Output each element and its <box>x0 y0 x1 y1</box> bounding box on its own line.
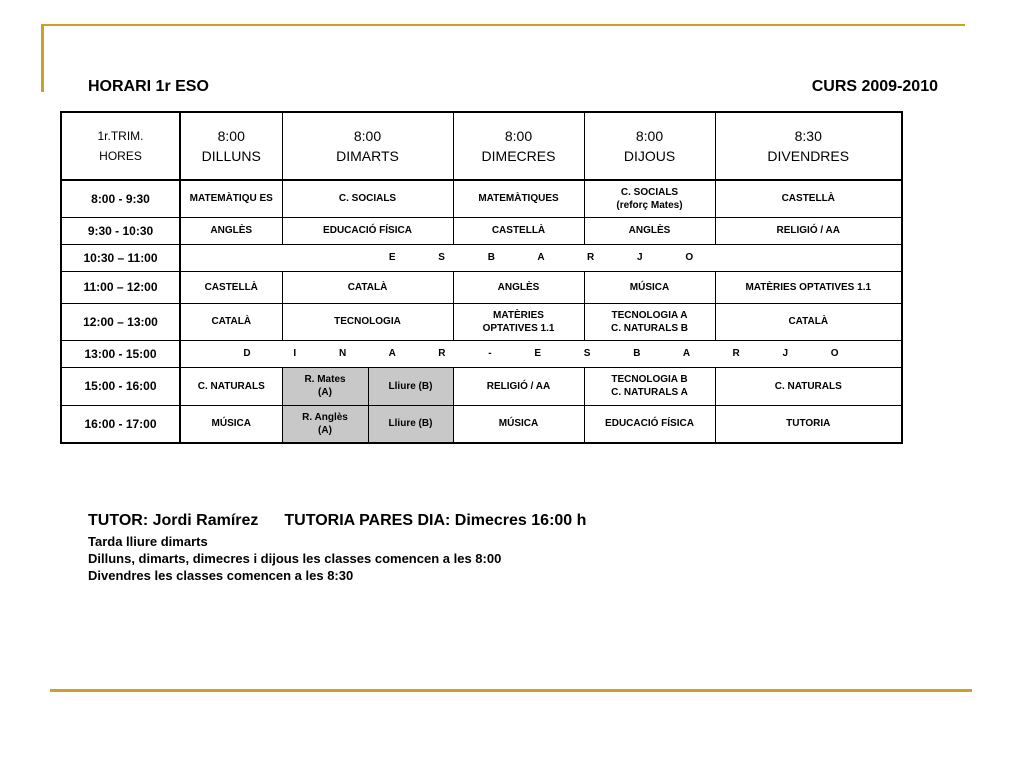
break-label: D I N A R - E S B A R J O <box>243 348 839 359</box>
class-line: C. NATURALS B <box>610 322 689 334</box>
course-label: CURS 2009-2010 <box>811 78 938 95</box>
day-header-monday <box>180 112 282 180</box>
time-slot: 15:00 - 16:00 <box>61 367 180 405</box>
class-line: (A) <box>318 424 332 436</box>
class-cell: EDUCACIÓ FÍSICA <box>282 217 453 244</box>
break-cell <box>180 340 902 367</box>
class-line: C. NATURALS A <box>611 387 688 398</box>
table-row <box>61 271 902 303</box>
decorative-top-line <box>41 24 965 26</box>
class-line: TECNOLOGIA B <box>611 374 688 385</box>
class-cell: MATEMÀTIQUES <box>453 180 584 217</box>
table-row <box>61 367 902 405</box>
class-cell: CATALÀ <box>180 303 282 340</box>
corner-line2: HORES <box>99 149 142 163</box>
class-line: R. Mates <box>304 374 346 385</box>
note-line: Dilluns, dimarts, dimecres i dijous les classes comencen a les 8:00 <box>88 551 502 566</box>
day-time: 8:00 <box>217 128 245 144</box>
day-header-thursday <box>584 112 715 180</box>
class-cell: RELIGIÓ / AA <box>453 367 584 405</box>
table-row-break <box>61 340 902 367</box>
day-name: DIMARTS <box>336 148 399 164</box>
break-cell <box>180 244 902 271</box>
day-name: DIJOUS <box>623 148 676 164</box>
class-cell: MATEMÀTIQU ES <box>180 180 282 217</box>
decorative-bottom-line <box>50 689 972 692</box>
class-line: R. Anglès <box>302 411 348 423</box>
day-time: 8:00 <box>504 128 533 144</box>
note-line: Divendres les classes comencen a les 8:30 <box>88 568 354 583</box>
class-line: (A) <box>318 387 332 398</box>
decorative-vertical-line <box>41 24 44 92</box>
class-cell: CATALÀ <box>282 271 453 303</box>
class-cell: CASTELLÀ <box>453 217 584 244</box>
notes-section <box>88 512 586 584</box>
table-row <box>61 303 902 340</box>
tutor-name: TUTOR: Jordi Ramírez <box>88 512 259 529</box>
class-cell-group-b: Lliure (B) <box>368 367 453 405</box>
schedule-table <box>60 111 903 444</box>
class-line: OPTATIVES 1.1 <box>482 322 555 334</box>
class-cell <box>584 367 715 405</box>
tutor-line <box>88 512 586 530</box>
table-row <box>61 217 902 244</box>
class-cell-group-a <box>282 367 368 405</box>
day-name: DIVENDRES <box>767 148 850 164</box>
time-slot: 13:00 - 15:00 <box>61 340 180 367</box>
break-label: E S B A R J O <box>388 252 694 263</box>
day-time: 8:30 <box>794 128 822 144</box>
class-cell: EDUCACIÓ FÍSICA <box>584 405 715 443</box>
time-slot: 10:30 – 11:00 <box>61 244 180 271</box>
class-cell <box>584 303 715 340</box>
time-slot: 12:00 – 13:00 <box>61 303 180 340</box>
class-line: (reforç Mates) <box>616 199 683 211</box>
corner-line1: 1r.TRIM. <box>97 129 144 143</box>
page-title: HORARI 1r ESO <box>88 78 209 95</box>
time-slot: 16:00 - 17:00 <box>61 405 180 443</box>
class-line: MATÈRIES <box>493 309 544 321</box>
class-cell <box>453 303 584 340</box>
class-cell-group-a <box>282 405 368 443</box>
class-cell: MÚSICA <box>180 405 282 443</box>
class-cell: C. NATURALS <box>715 367 902 405</box>
time-slot: 11:00 – 12:00 <box>61 271 180 303</box>
class-cell: TUTORIA <box>715 405 902 443</box>
day-header-wednesday <box>453 112 584 180</box>
day-header-friday <box>715 112 902 180</box>
class-cell: CATALÀ <box>715 303 902 340</box>
class-cell: C. SOCIALS <box>282 180 453 217</box>
class-cell: CASTELLÀ <box>180 271 282 303</box>
class-cell: MÚSICA <box>453 405 584 443</box>
class-cell: TECNOLOGIA <box>282 303 453 340</box>
table-row <box>61 180 902 217</box>
note-line: Tarda lliure dimarts <box>88 534 208 549</box>
day-name: DILLUNS <box>201 148 261 164</box>
class-cell-group-b: Lliure (B) <box>368 405 453 443</box>
class-cell: C. NATURALS <box>180 367 282 405</box>
class-cell: ANGLÈS <box>180 217 282 244</box>
class-cell: ANGLÈS <box>584 217 715 244</box>
class-line: TECNOLOGIA A <box>611 309 688 321</box>
table-row <box>61 405 902 443</box>
class-cell: ANGLÈS <box>453 271 584 303</box>
table-row-break <box>61 244 902 271</box>
time-slot: 9:30 - 10:30 <box>61 217 180 244</box>
day-time: 8:00 <box>635 128 664 144</box>
day-name: DIMECRES <box>481 148 556 164</box>
class-cell: MÚSICA <box>584 271 715 303</box>
class-cell: RELIGIÓ / AA <box>715 217 902 244</box>
day-header-tuesday <box>282 112 453 180</box>
corner-header <box>61 112 180 180</box>
class-cell <box>584 180 715 217</box>
day-time: 8:00 <box>353 128 382 144</box>
time-slot: 8:00 - 9:30 <box>61 180 180 217</box>
header-row <box>61 112 902 180</box>
class-line: C. SOCIALS <box>620 186 679 198</box>
class-cell: MATÈRIES OPTATIVES 1.1 <box>715 271 902 303</box>
class-cell: CASTELLÀ <box>715 180 902 217</box>
tutoria-info: TUTORIA PARES DIA: Dimecres 16:00 h <box>284 512 587 529</box>
